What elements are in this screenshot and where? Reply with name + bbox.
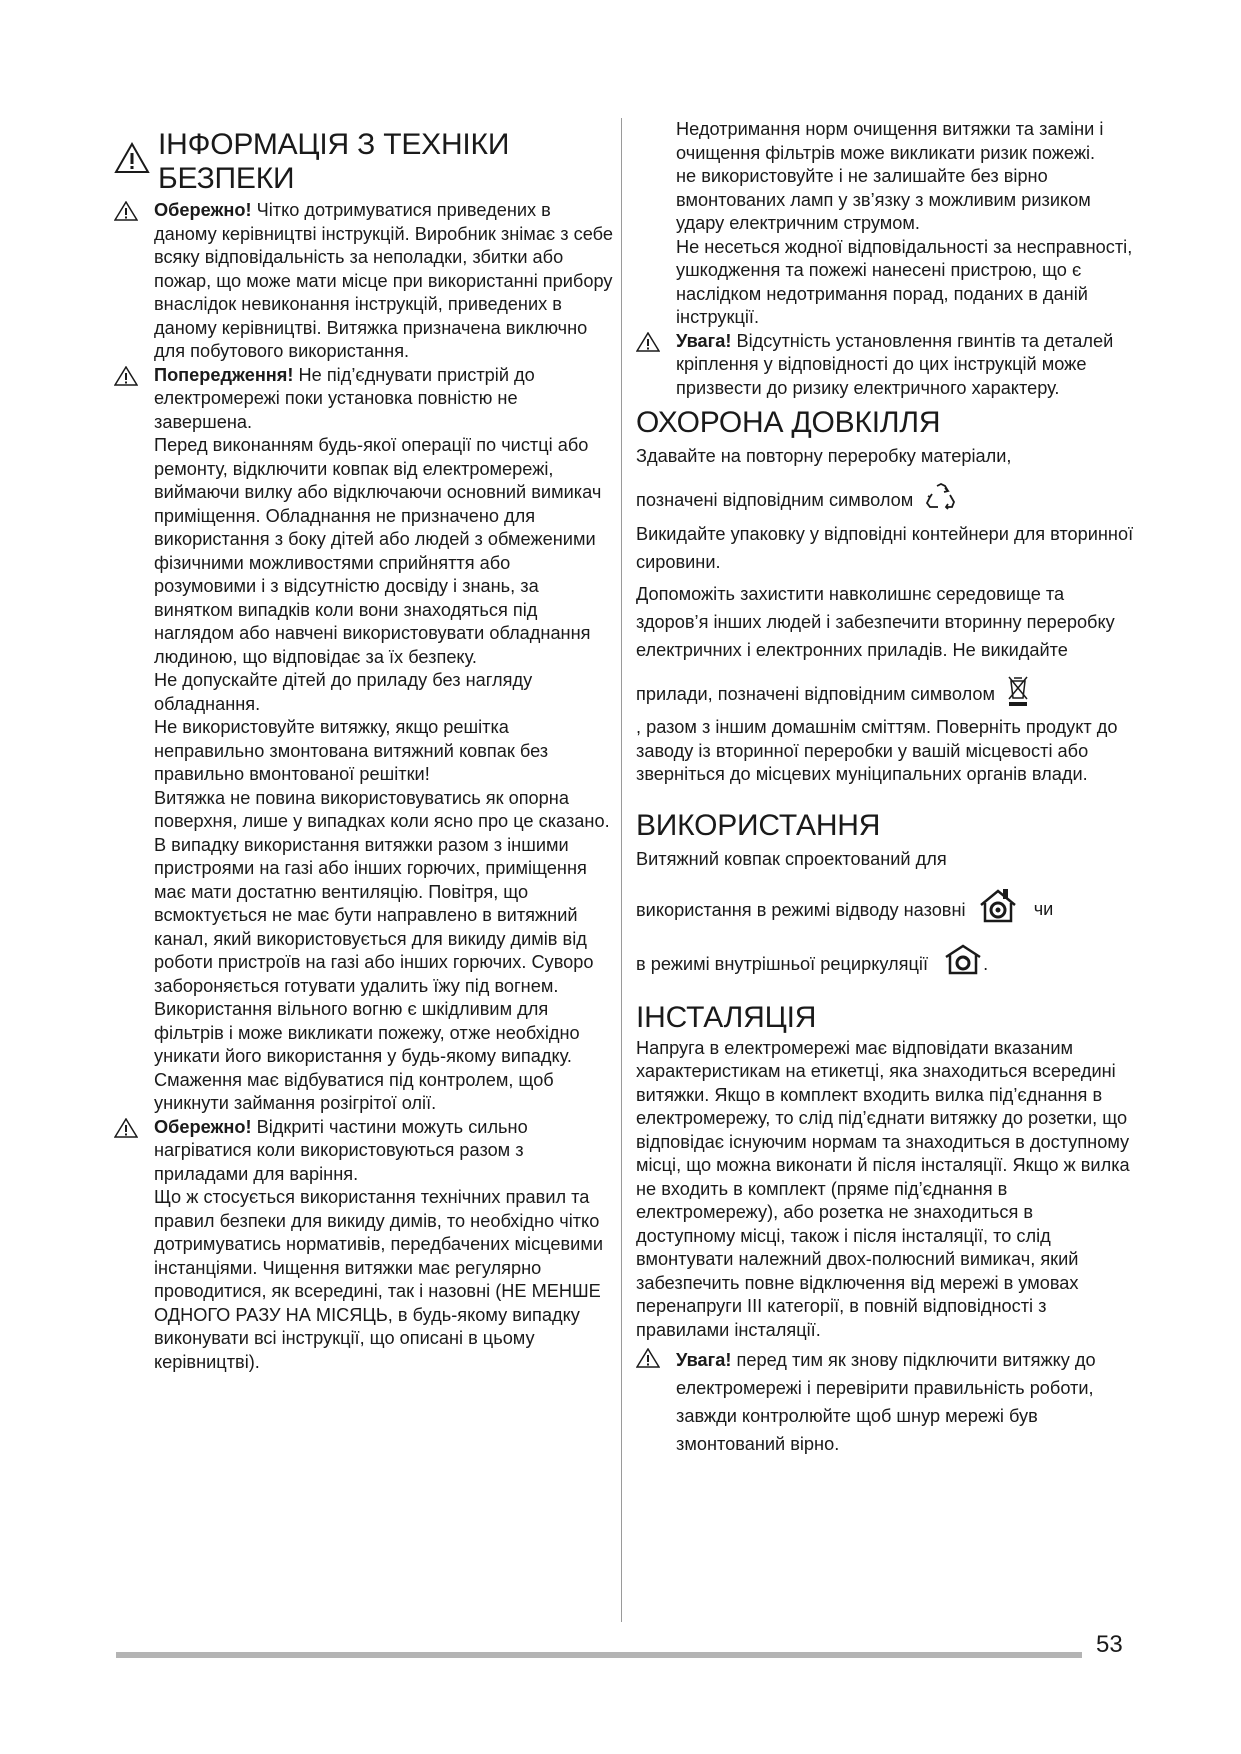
caution-text: Чітко дотримуватися приведених в даному керівництві інструкцій. Виробник знімає з себе всяку відповідальність за неполадки, збитки або пожар, що може мати місце при використанні прибору внаслідок невиконання інструкцій, приведених в даному керівництві. Витяжка призначена виключно для побутового використання.	[154, 200, 613, 361]
usage-line-1: Витяжний ковпак спроектований для	[636, 848, 947, 869]
environment-paragraph-3: Допоможіть захистити навколишнє середовище та здоров’я інших людей і забезпечити вторинну переробку електричних і електронних приладів. Не викидайте	[636, 584, 1115, 660]
footer-rule	[116, 1652, 1082, 1658]
safety-heading	[114, 128, 614, 196]
environment-line-4-text: прилади, позначені відповідним символом	[636, 683, 996, 704]
warning-icon	[114, 201, 138, 228]
warning-icon	[636, 332, 660, 359]
support-paragraph: Витяжка не повина використовуватись як опорна поверхня, лише у випадках коли ясно про це сказано. В випадку використання витяжки разом з іншими пристроями на газі або інших горючих, приміщення має мати достатню вентиляцію. Повітря, що всмоктується не має бути направлено в витяжний канал, який використовується для викиду димів від роботи пристроїв на газі або інших горючих. Суворо забороняється готувати удалить їжу під вогнем.	[154, 787, 610, 996]
warning-paragraph	[114, 364, 614, 435]
page-number: 53	[1096, 1631, 1123, 1658]
environment-line-2-text: позначені відповідним символом	[636, 489, 914, 510]
installation-paragraph: Напруга в електромережі має відповідати вказаним характеристикам на етикетці, яка знаходиться всередині витяжки. Якщо в комплект входить вилка під’єднання в електромережу, то слід під’єднати витяжку до розетки, що відповідає існуючим нормам та знаходиться в доступному місці, що можна виконати й після інсталяції. Якщо ж вилка не входить в комплект (пряме під’єднання в електромережу), або розетка не знаходиться в доступному місці, також і після інсталяції, то слід вмонтувати належний двох-полюсний вимикач, який забезпечить повне відключення від мережі в умовах перенапруги ІІІ категорії, в повній відповідності з правилами інсталяції.	[636, 1037, 1130, 1340]
rules-paragraph: Що ж стосується використання технічних правил та правил безпеки для викиду димів, то необхідно чітко дотримуватись нормативів, передбачених місцевими інстанціями. Чищення витяжки має регулярно проводитися, як всередині, так і назовні (НЕ МЕНШЕ ОДНОГО РАЗУ НА МІСЯЦЬ, в будь-якому випадку виконувати всі інструкції, що описані в цьому керівництві).	[154, 1187, 603, 1372]
recirculation-mode-icon	[943, 943, 983, 987]
weee-bin-icon	[1006, 674, 1030, 716]
warning-icon	[114, 1118, 138, 1145]
attention-label: Увага!	[676, 1350, 732, 1370]
environment-paragraph-4: , разом з іншим домашнім сміттям. Поверніть продукт до заводу із вторинної переробки у вашій місцевості або зверніться до місцевих муніципальних органів влади.	[636, 717, 1118, 784]
fire-paragraph: Використання вільного вогню є шкідливим для фільтрів і може викликати пожежу, отже необхідно уникати його використання у будь-якому випадку.	[154, 999, 580, 1066]
environment-line-2	[636, 482, 1136, 520]
lamps-paragraph: не використовуйте і не залишайте без вірно вмонтованих ламп у зв’язку з можливим ризиком удару електричним струмом.	[676, 166, 1091, 233]
caution-paragraph-1	[114, 199, 614, 364]
installation-heading: ІНСТАЛЯЦІЯ	[636, 1000, 817, 1034]
usage-heading: ВИКОРИСТАННЯ	[636, 808, 881, 842]
usage-line-2-tail: чи	[1033, 899, 1054, 920]
frying-paragraph: Смаження має відбуватися під контролем, щоб уникнути займання розігрітої олії.	[154, 1069, 554, 1113]
usage-line-3-text: в режимі внутрішньої рециркуляції	[636, 953, 929, 974]
warning-label: Попередження!	[154, 364, 294, 385]
safety-title: ІНФОРМАЦІЯ З ТЕХНІКИ БЕЗПЕКИ	[158, 128, 510, 195]
grille-paragraph: Не використовуйте витяжку, якщо решітка неправильно змонтована витяжний ковпак без правильно вмонтованої решітки!	[154, 717, 549, 784]
usage-line-3	[636, 943, 1136, 987]
environment-line-4	[636, 674, 1136, 716]
recycle-icon	[924, 482, 958, 520]
caution-text: Відкриті частини можуть сильно нагріватися коли використовуються разом з приладами для варіння.	[154, 1116, 528, 1184]
right-column	[636, 118, 1136, 1458]
children-paragraph: Не допускайте дітей до приладу без нагляду обладнання.	[154, 670, 533, 714]
extraction-mode-icon	[977, 885, 1019, 937]
usage-line-3-tail: .	[983, 953, 989, 974]
attention-paragraph-1	[636, 330, 1136, 401]
warning-icon	[114, 142, 150, 182]
attention-paragraph-2	[636, 1346, 1136, 1458]
environment-paragraph-2: Викидайте упаковку у відповідні контейнери для вторинної сировини.	[636, 524, 1134, 572]
attention-text: Відсутність установлення гвинтів та деталей кріплення у відповідності до цих інструкцій може призвести до ризику електричного характеру.	[676, 330, 1114, 398]
attention-label: Увага!	[676, 330, 732, 351]
disconnect-paragraph: Перед виконанням будь-якої операції по чистці або ремонту, відключити ковпак від електромережі, виймаючи вилку або відключаючи основний вимикач приміщення. Обладнання не призначено для використання з боку дітей або людей з обмеженими фізичними можливостями сприйняття або розумовими і з відсутністю досвіду і знань, за винятком випадків коли вони знаходяться під наглядом або навчені використовувати обладнання людиною, що відповідає за їх безпеку.	[154, 435, 602, 667]
environment-line-1: Здавайте на повторну переробку матеріали,	[636, 446, 1012, 466]
warning-text: Не під’єднувати пристрій до електромережі поки установка повністю не завершена.	[154, 364, 535, 432]
left-column	[114, 128, 614, 1374]
caution-label: Обережно!	[154, 200, 252, 220]
environment-heading: ОХОРОНА ДОВКІЛЛЯ	[636, 406, 941, 439]
caution-label: Обережно!	[154, 1116, 252, 1137]
usage-line-2-text: використання в режимі відводу назовні	[636, 899, 966, 920]
caution-paragraph-2	[114, 1116, 614, 1187]
column-divider	[621, 118, 622, 1622]
cleaning-paragraph: Недотримання норм очищення витяжки та заміни і очищення фільтрів може викликати ризик пожежі.	[676, 119, 1104, 163]
usage-line-2	[636, 885, 1136, 937]
liability-paragraph: Не несеться жодної відповідальності за несправності, ушкодження та пожежі нанесені пристрою, що є наслідком недотримання порад, поданих в даній інструкції.	[676, 236, 1133, 327]
warning-icon	[114, 366, 138, 393]
attention-text: перед тим як знову підключити витяжку до електромережі і перевірити правильність роботи, завжди контролюйте щоб шнур мережі був змонтований вірно.	[676, 1350, 1096, 1454]
warning-icon	[636, 1348, 660, 1376]
